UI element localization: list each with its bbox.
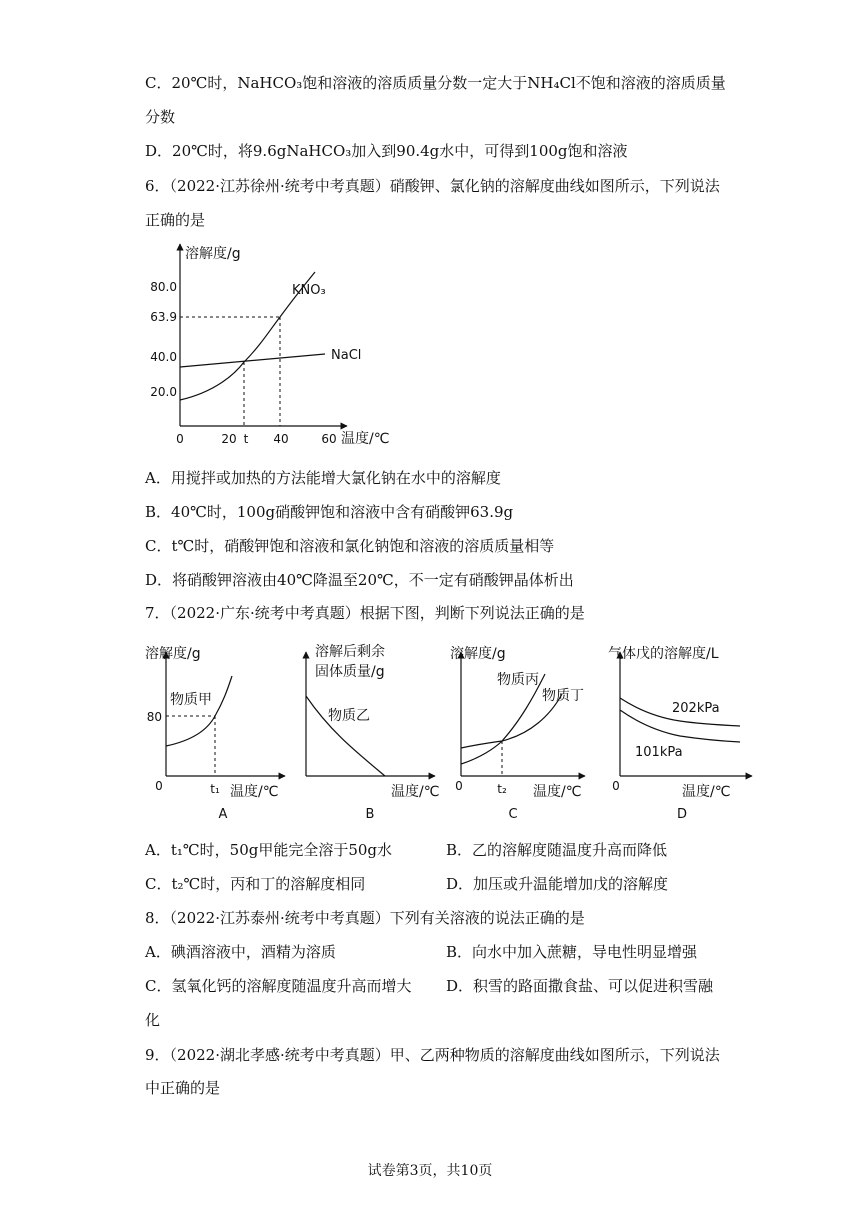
- chart1-xtick-20: 20: [221, 432, 237, 446]
- substance-bing-label: 物质丙: [497, 672, 539, 688]
- chartA-xlabel: 温度/℃: [230, 784, 279, 800]
- chartA-xtick-t1: t₁: [210, 782, 220, 796]
- chart1-xtick-40: 40: [273, 432, 289, 446]
- q6-option-d: D．将硝酸钾溶液由40℃降温至20℃，不一定有硝酸钾晶体析出: [145, 571, 574, 589]
- q8-option-c-line2: 化: [145, 1011, 161, 1029]
- chartC-ylabel: 溶解度/g: [450, 646, 506, 662]
- q7-option-c: C．t₂℃时，丙和丁的溶解度相同: [145, 875, 366, 893]
- q8-option-a: A．碘酒溶液中，酒精为溶质: [145, 943, 336, 961]
- substance-jia-curve: [166, 676, 232, 746]
- q7-option-d: D．加压或升温能增加戊的溶解度: [446, 875, 669, 893]
- q7-option-a: A．t₁℃时，50g甲能完全溶于50g水: [145, 841, 393, 859]
- substance-jia-label: 物质甲: [170, 692, 212, 708]
- substance-ding-label: 物质丁: [542, 688, 584, 704]
- q8-option-c-line1: C．氢氧化钙的溶解度随温度升高而增大: [145, 977, 412, 995]
- q7-chart-a: [145, 636, 290, 826]
- chartD-xlabel: 温度/℃: [682, 784, 731, 800]
- q6-option-b: B．40℃时，100g硝酸钾饱和溶液中含有硝酸钾63.9g: [145, 503, 514, 521]
- chart1-ytick-40: 40.0: [150, 350, 177, 364]
- q8-stem: 8．（2022·江苏泰州·统考中考真题）下列有关溶液的说法正确的是: [145, 909, 585, 927]
- q5-option-c-line1: C．20℃时，NaHCO₃饱和溶液的溶质质量分数一定大于NH₄Cl不饱和溶液的溶质质量: [145, 74, 726, 92]
- chartA-caption: A: [218, 807, 228, 822]
- q5-option-d: D．20℃时，将9.6gNaHCO₃加入到90.4g水中，可得到100g饱和溶液: [145, 142, 628, 160]
- q7-stem: 7．（2022·广东·统考中考真题）根据下图，判断下列说法正确的是: [145, 604, 585, 622]
- q6-option-a: A．用搅拌或加热的方法能增大氯化钠在水中的溶解度: [145, 469, 501, 487]
- chartC-caption: C: [508, 807, 518, 822]
- chart1-xtick-t: t: [243, 432, 249, 446]
- q7-option-b: B．乙的溶解度随温度升高而降低: [446, 841, 668, 859]
- chartC-xlabel: 温度/℃: [533, 784, 582, 800]
- chart1-ytick-63.9: 63.9: [150, 310, 177, 324]
- q6-stem-line1: 6．（2022·江苏徐州·统考中考真题）硝酸钾、氯化钠的溶解度曲线如图所示，下列说法: [145, 177, 720, 195]
- q7-chart-b: [295, 636, 445, 826]
- nacl-curve: [180, 354, 325, 367]
- chartA-ytick-80: 80: [146, 710, 162, 724]
- chart1-ytick-20: 20.0: [150, 385, 177, 399]
- substance-yi-label: 物质乙: [328, 708, 370, 724]
- nacl-label: NaCl: [331, 348, 362, 363]
- q9-stem-line1: 9．（2022·湖北孝感·统考中考真题）甲、乙两种物质的溶解度曲线如图所示，下列说法: [145, 1046, 720, 1064]
- chartB-caption: B: [365, 807, 375, 822]
- chartB-xlabel: 温度/℃: [391, 784, 440, 800]
- q8-option-b: B．向水中加入蔗糖，导电性明显增强: [446, 943, 698, 961]
- chart1-xtick-0: 0: [176, 432, 184, 446]
- chartC-xtick-0: 0: [455, 779, 463, 793]
- chartD-xtick-0: 0: [612, 779, 620, 793]
- q6-solubility-chart: [145, 232, 415, 457]
- page-footer: 试卷第3页，共10页: [367, 1163, 493, 1179]
- chart1-ylabel: 溶解度/g: [185, 246, 241, 262]
- chartC-xtick-t2: t₂: [497, 782, 507, 796]
- q9-stem-line2: 中正确的是: [145, 1079, 221, 1097]
- pressure-101kpa-label: 101kPa: [635, 745, 683, 760]
- chart1-ytick-80: 80.0: [150, 280, 177, 294]
- q7-chart-d: [600, 636, 760, 826]
- q8-option-d: D．积雪的路面撒食盐、可以促进积雪融: [446, 977, 714, 995]
- q7-chart-c: [445, 636, 595, 826]
- chartB-ylabel-line2: 固体质量/g: [315, 664, 385, 680]
- chartD-ylabel: 气体戊的溶解度/L: [608, 646, 719, 662]
- q6-option-c: C．t℃时，硝酸钾饱和溶液和氯化钠饱和溶液的溶质质量相等: [145, 537, 555, 555]
- chart1-xtick-60: 60: [321, 432, 337, 446]
- q6-stem-line2: 正确的是: [145, 211, 206, 229]
- kno3-label: KNO₃: [292, 283, 326, 298]
- chartB-ylabel-line1: 溶解后剩余: [315, 644, 385, 660]
- pressure-202kpa-label: 202kPa: [672, 701, 720, 716]
- chart1-xlabel: 温度/℃: [341, 431, 390, 447]
- q5-option-c-line2: 分数: [145, 108, 176, 126]
- chartA-xtick-0: 0: [155, 779, 163, 793]
- chartD-caption: D: [676, 807, 688, 822]
- chartA-ylabel: 溶解度/g: [145, 646, 201, 662]
